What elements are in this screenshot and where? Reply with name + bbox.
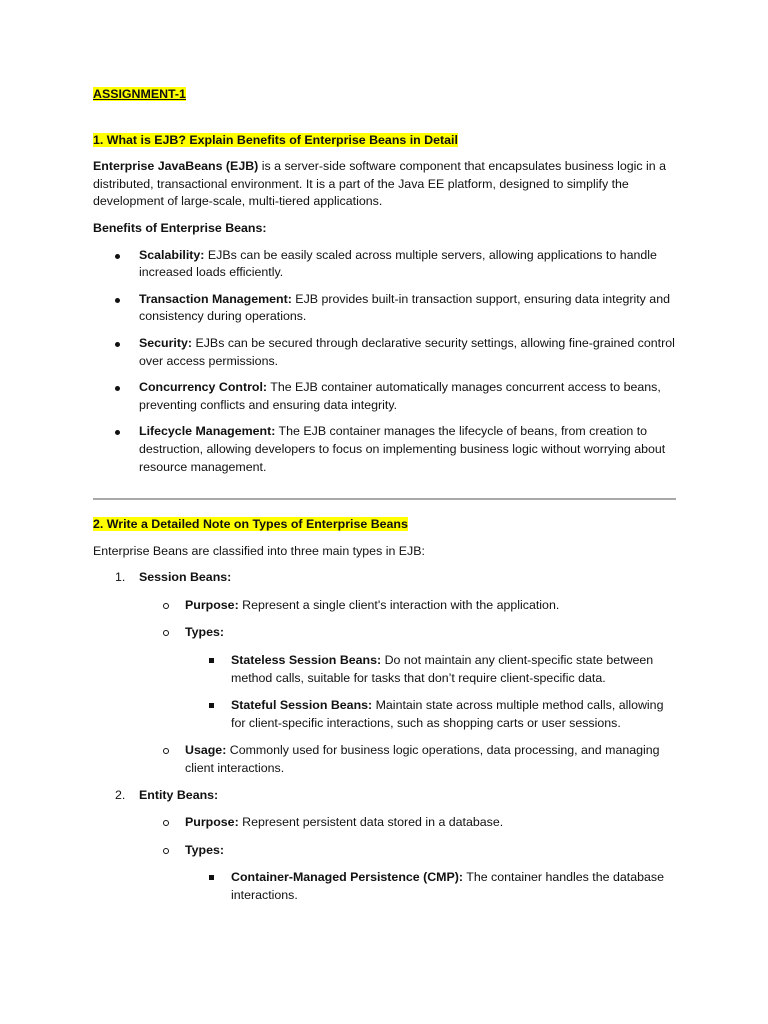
question-1-heading: 1. What is EJB? Explain Benefits of Enterprise Beans in Detail [93, 132, 458, 147]
assignment-title: ASSIGNMENT-1 [93, 87, 186, 101]
subtype-text: The container handles the database interactions. [231, 870, 664, 902]
list-item [93, 247, 678, 282]
subtype-term: Container-Managed Persistence (CMP): [231, 870, 464, 885]
list-number: 2. [115, 787, 126, 802]
bullet-icon [115, 386, 120, 391]
list-item-entity-beans [93, 787, 678, 905]
square-bullet-icon [209, 703, 214, 708]
square-bullet-icon [209, 658, 214, 663]
list-number: 1. [115, 570, 126, 585]
detail-label: Usage: [185, 743, 227, 758]
list-item [139, 624, 678, 732]
benefit-text: EJBs can be secured through declarative security settings, allowing fine-grained control over access permissions. [139, 335, 675, 368]
list-item [139, 742, 678, 777]
session-bean-subtypes [185, 652, 678, 732]
entity-beans-title: Entity Beans: [139, 787, 219, 802]
list-item [185, 697, 678, 732]
session-beans-details [139, 597, 678, 778]
subtype-text: Maintain state across multiple method calls, allowing for client-specific interactions, such as shopping carts or user sessions. [231, 698, 664, 730]
subtype-term: Stateful Session Beans: [231, 698, 373, 713]
detail-text: Commonly used for business logic operations, data processing, and managing client interactions. [185, 743, 660, 776]
benefit-term: Transaction Management: [139, 291, 292, 306]
circle-bullet-icon [163, 848, 169, 854]
subtype-text: Do not maintain any client-specific state between method calls, suitable for tasks that don’t require client-specific data. [231, 653, 654, 685]
list-item [139, 814, 678, 832]
detail-label: Types: [185, 625, 225, 640]
square-bullet-icon [209, 875, 214, 880]
entity-bean-subtypes [185, 869, 678, 904]
list-item [93, 291, 678, 326]
list-item [185, 652, 678, 687]
bullet-icon [115, 342, 120, 347]
list-item [93, 423, 678, 476]
list-item [185, 869, 678, 904]
circle-bullet-icon [163, 630, 169, 636]
question-1-heading-line [93, 132, 678, 150]
benefits-heading: Benefits of Enterprise Beans: [93, 220, 267, 235]
benefits-list [93, 247, 678, 477]
list-item [93, 335, 678, 370]
types-intro-paragraph: Enterprise Beans are classified into three main types in EJB: [93, 543, 425, 558]
subtype-term: Stateless Session Beans: [231, 653, 382, 668]
detail-label: Purpose: [185, 815, 239, 830]
list-item [93, 379, 678, 414]
benefit-text: The EJB container automatically manages concurrent access to beans, preventing conflicts and ensuring data integrity. [139, 380, 661, 412]
bean-types-list [93, 569, 678, 904]
ejb-intro-paragraph [93, 158, 678, 211]
assignment-title-line [93, 86, 678, 104]
ejb-intro-text: is a server-side software component that encapsulates business logic in a distributed, transactional environment. It is a part of the Java EE platform, designed to simplify the development of large-scale, multi-tiered applications. [93, 159, 667, 209]
benefit-term: Concurrency Control: [139, 380, 268, 395]
question-2-heading: 2. Write a Detailed Note on Types of Enterprise Beans [93, 517, 408, 532]
circle-bullet-icon [163, 603, 169, 609]
entity-beans-details [139, 814, 678, 904]
bullet-icon [115, 298, 120, 303]
list-item-session-beans [93, 569, 678, 777]
detail-label: Purpose: [185, 597, 239, 612]
benefit-term: Security: [139, 335, 193, 350]
detail-label: Types: [185, 842, 225, 857]
benefit-text: EJBs can be easily scaled across multiple servers, allowing applications to handle increased loads efficiently. [139, 247, 657, 280]
circle-bullet-icon [163, 748, 169, 754]
benefit-text: The EJB container manages the lifecycle of beans, from creation to destruction, allowing developers to focus on implementing business logic without worrying about resource management. [139, 424, 666, 474]
horizontal-divider [93, 498, 676, 500]
bullet-icon [115, 254, 120, 259]
benefit-term: Lifecycle Management: [139, 424, 276, 439]
benefit-text: EJB provides built-in transaction support, ensuring data integrity and consistency during operations. [139, 291, 670, 324]
detail-text: Represent persistent data stored in a database. [238, 815, 504, 830]
benefit-term: Scalability: [139, 247, 205, 262]
bullet-icon [115, 430, 120, 435]
question-2-heading-line [93, 516, 678, 534]
list-item [139, 597, 678, 615]
circle-bullet-icon [163, 820, 169, 826]
list-item [139, 842, 678, 905]
session-beans-title: Session Beans: [139, 570, 232, 585]
ejb-intro-term: Enterprise JavaBeans (EJB) [93, 159, 259, 174]
detail-text: Represent a single client's interaction with the application. [238, 597, 560, 612]
